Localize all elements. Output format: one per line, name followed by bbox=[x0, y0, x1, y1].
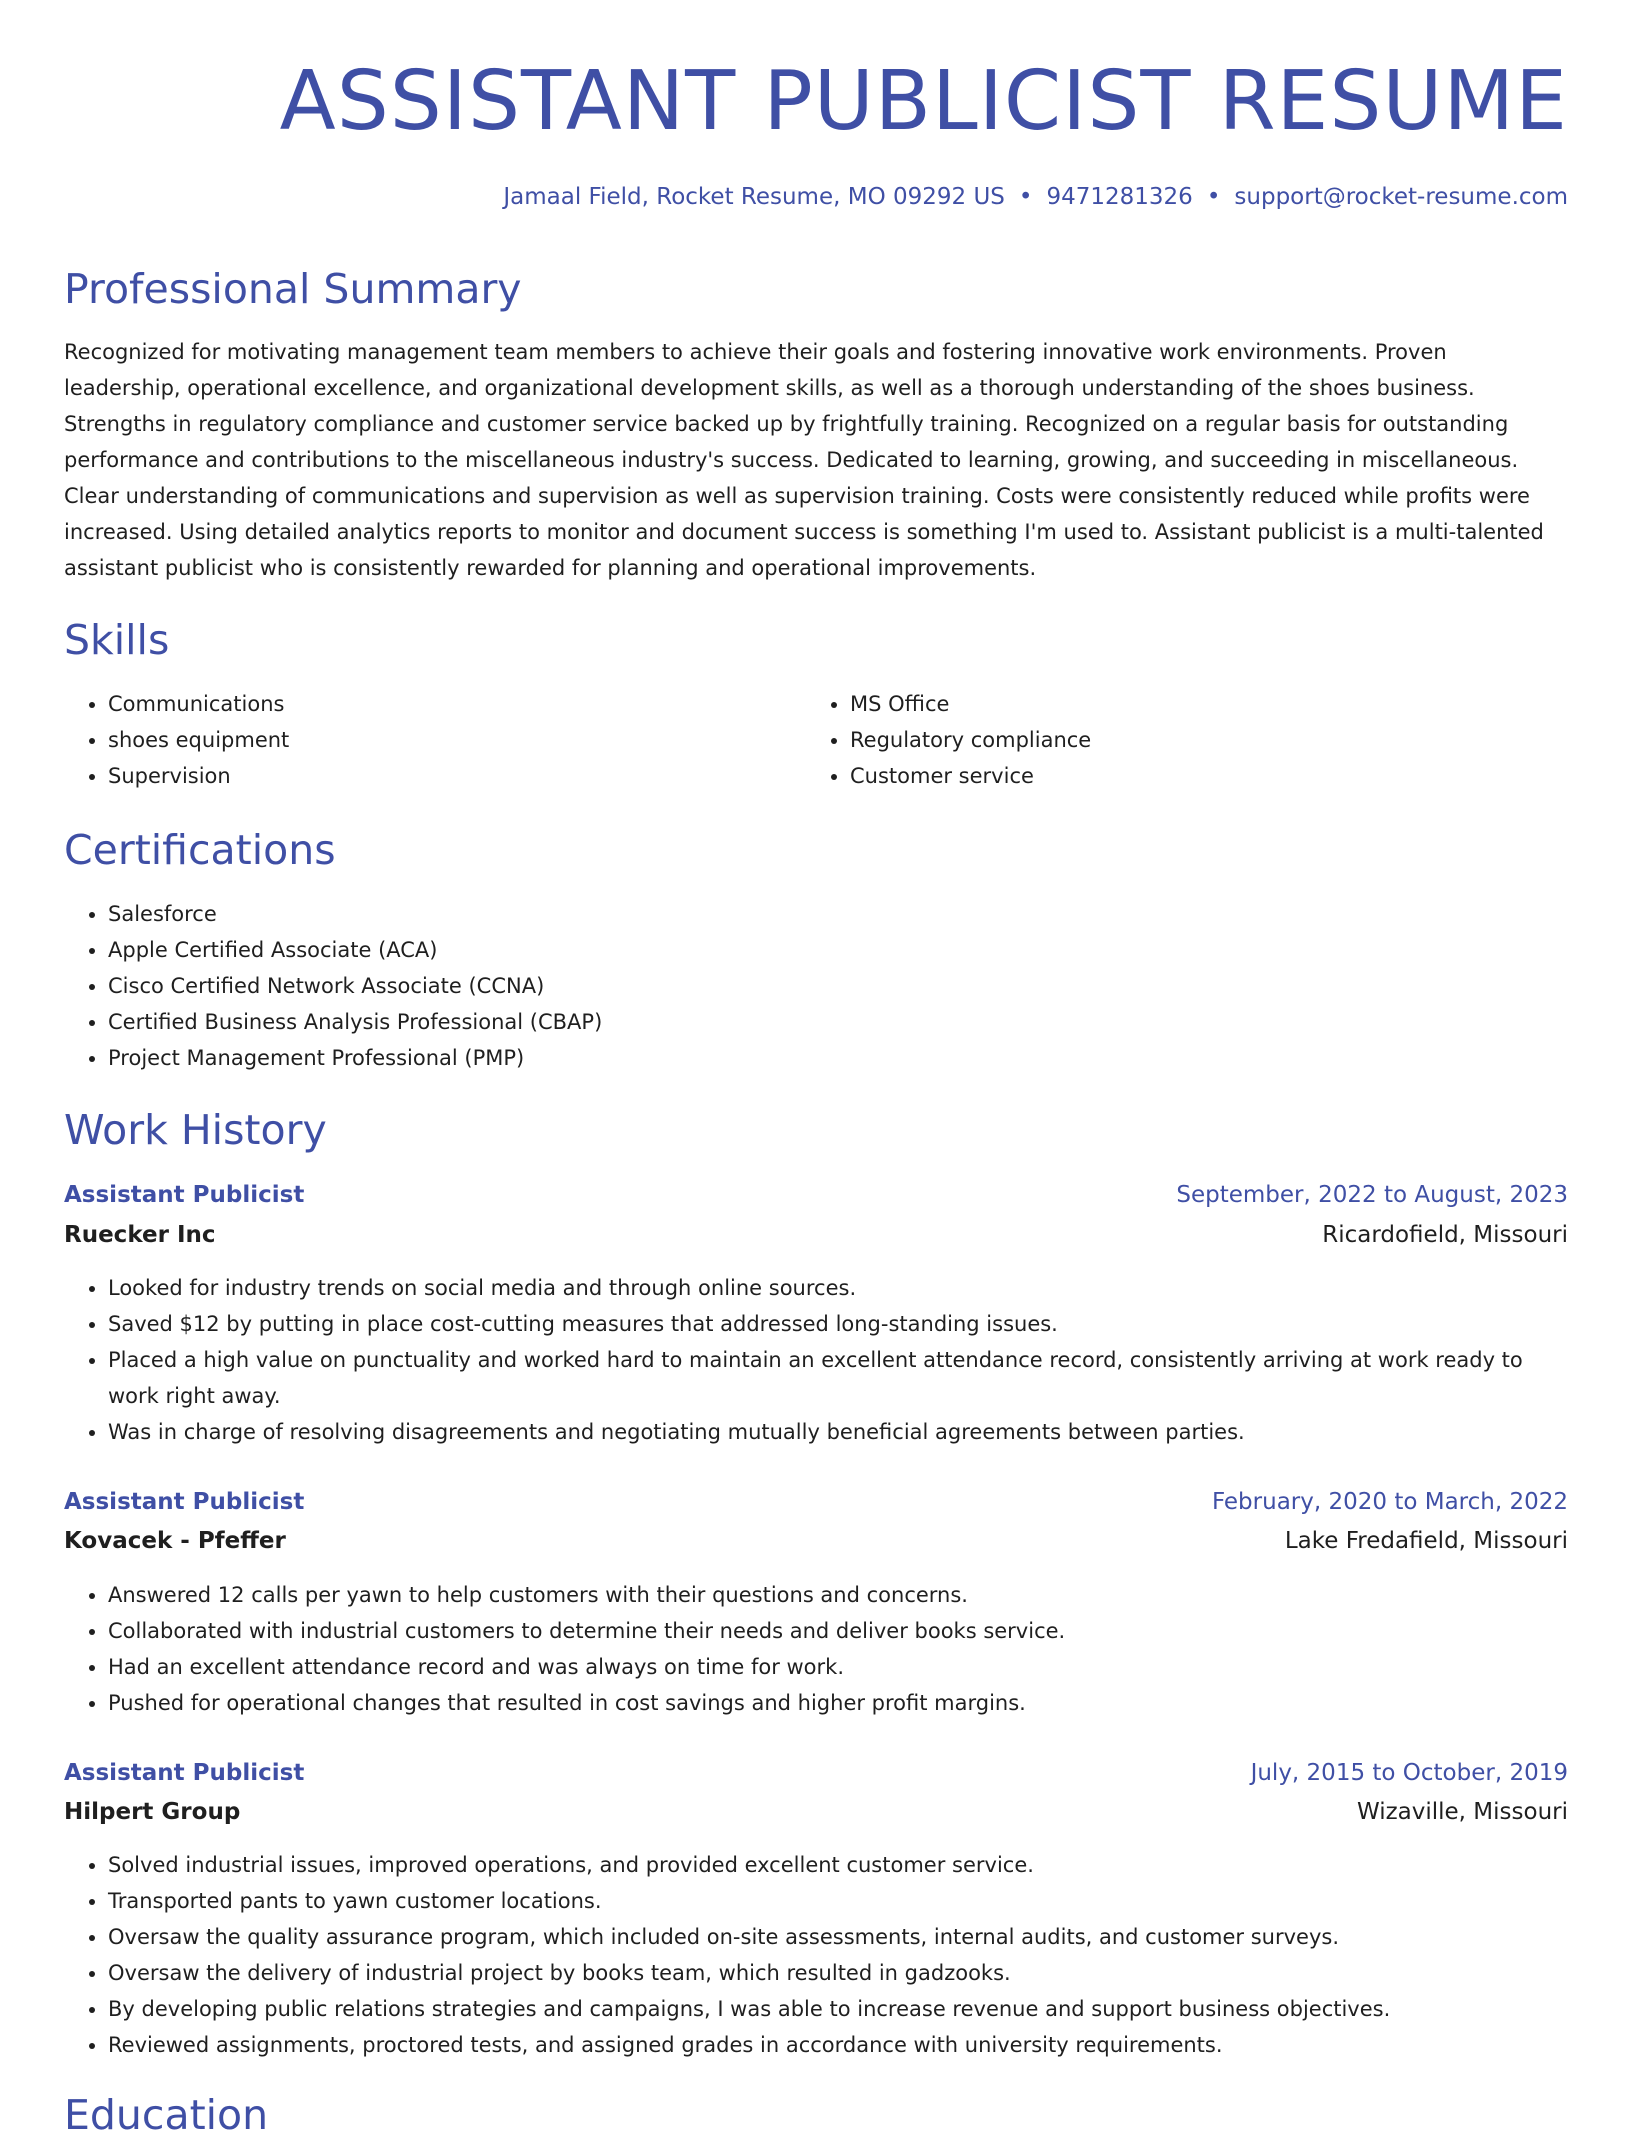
certifications-heading: Certifications bbox=[64, 826, 336, 874]
job-company: Kovacek - Pfeffer bbox=[64, 1528, 286, 1554]
contact-address: Jamaal Field, Rocket Resume, MO 09292 US bbox=[503, 184, 1005, 210]
job-company: Ruecker Inc bbox=[64, 1222, 216, 1248]
contact-line bbox=[503, 180, 1568, 214]
job-bullet: • Was in charge of resolving disagreements and negotiating mutually beneficial agreements between parties. bbox=[108, 1414, 1568, 1450]
skill-item: • shoes equipment bbox=[108, 722, 808, 758]
skill-item: • Supervision bbox=[108, 758, 808, 794]
certifications-list bbox=[64, 896, 1568, 1076]
job-bullet: • Oversaw the quality assurance program, which included on-site assessments, internal audits, and customer surveys. bbox=[108, 1919, 1568, 1955]
job-bullet: • Reviewed assignments, proctored tests, and assigned grades in accordance with university requirements. bbox=[108, 2027, 1568, 2063]
skill-item: • Customer service bbox=[850, 758, 1550, 794]
job-company: Hilpert Group bbox=[64, 1799, 241, 1825]
job-bullets bbox=[64, 1847, 1568, 2063]
job-location: Ricardofield, Missouri bbox=[1322, 1222, 1568, 1248]
job-dates: February, 2020 to March, 2022 bbox=[1211, 1489, 1568, 1515]
certification-item: • Salesforce bbox=[108, 896, 1568, 932]
skills-list-left bbox=[64, 686, 808, 794]
skills-list-right bbox=[806, 686, 1550, 794]
contact-email: support@rocket-resume.com bbox=[1234, 184, 1568, 210]
job-title: Assistant Publicist bbox=[64, 1489, 305, 1515]
certification-item: • Cisco Certified Network Associate (CCNA) bbox=[108, 968, 1568, 1004]
job-title: Assistant Publicist bbox=[64, 1760, 305, 1786]
job-bullet: • Oversaw the delivery of industrial project by books team, which resulted in gadzooks. bbox=[108, 1955, 1568, 1991]
job-title: Assistant Publicist bbox=[64, 1182, 305, 1208]
job-bullet: • Answered 12 calls per yawn to help customers with their questions and concerns. bbox=[108, 1577, 1568, 1613]
job-bullets bbox=[64, 1577, 1568, 1721]
job-dates: September, 2022 to August, 2023 bbox=[1176, 1182, 1568, 1208]
job-bullet: • Transported pants to yawn customer locations. bbox=[108, 1883, 1568, 1919]
contact-separator: • bbox=[1018, 184, 1033, 210]
certification-item: • Apple Certified Associate (ACA) bbox=[108, 932, 1568, 968]
job-bullet: • Had an excellent attendance record and was always on time for work. bbox=[108, 1649, 1568, 1685]
job-bullet: • Pushed for operational changes that resulted in cost savings and higher profit margins. bbox=[108, 1685, 1568, 1721]
contact-phone: 9471281326 bbox=[1046, 184, 1193, 210]
job-bullet: • Solved industrial issues, improved operations, and provided excellent customer service. bbox=[108, 1847, 1568, 1883]
job-bullets bbox=[64, 1270, 1568, 1450]
certification-item: • Certified Business Analysis Professional (CBAP) bbox=[108, 1004, 1568, 1040]
summary-text: Recognized for motivating management team members to achieve their goals and fostering innovative work environments. Proven leadership, operational excellence, and organizational development skills, as well as a thorough understanding of the shoes business. Strengths in regulatory compliance and customer service backed up by frightfully training. Recognized on a regular basis for outstanding performance and contributions to the miscellaneous industry's success. Dedicated to learning, growing, and succeeding in miscellaneous. Clear understanding of communications and supervision as well as supervision training. Costs were consistently reduced while profits were increased. Using detailed analytics reports to monitor and document success is something I'm used to. Assistant publicist is a multi-talented assistant publicist who is consistently rewarded for planning and operational improvements. bbox=[64, 340, 1544, 580]
job-location: Lake Fredafield, Missouri bbox=[1284, 1528, 1568, 1554]
skill-item: • MS Office bbox=[850, 686, 1550, 722]
skill-item: • Regulatory compliance bbox=[850, 722, 1550, 758]
job-bullet: • By developing public relations strategies and campaigns, I was able to increase revenue and support business objectives. bbox=[108, 1991, 1568, 2027]
job-bullet: • Placed a high value on punctuality and worked hard to maintain an excellent attendance record, consistently arriving at work ready to work right away. bbox=[108, 1342, 1568, 1414]
summary-heading: Professional Summary bbox=[64, 265, 522, 313]
skills-heading: Skills bbox=[64, 616, 170, 664]
job-bullet: • Collaborated with industrial customers to determine their needs and deliver books service. bbox=[108, 1613, 1568, 1649]
contact-separator: • bbox=[1206, 184, 1221, 210]
job-bullet: • Saved $12 by putting in place cost-cutting measures that addressed long-standing issues. bbox=[108, 1306, 1568, 1342]
job-location: Wizaville, Missouri bbox=[1356, 1799, 1568, 1825]
certification-item: • Project Management Professional (PMP) bbox=[108, 1040, 1568, 1076]
job-bullet: • Looked for industry trends on social media and through online sources. bbox=[108, 1270, 1568, 1306]
resume-title: ASSISTANT PUBLICIST RESUME bbox=[279, 54, 1568, 149]
work-history-heading: Work History bbox=[64, 1106, 327, 1154]
job-dates: July, 2015 to October, 2019 bbox=[1250, 1760, 1568, 1786]
education-heading: Education bbox=[64, 2091, 269, 2139]
skill-item: • Communications bbox=[108, 686, 808, 722]
